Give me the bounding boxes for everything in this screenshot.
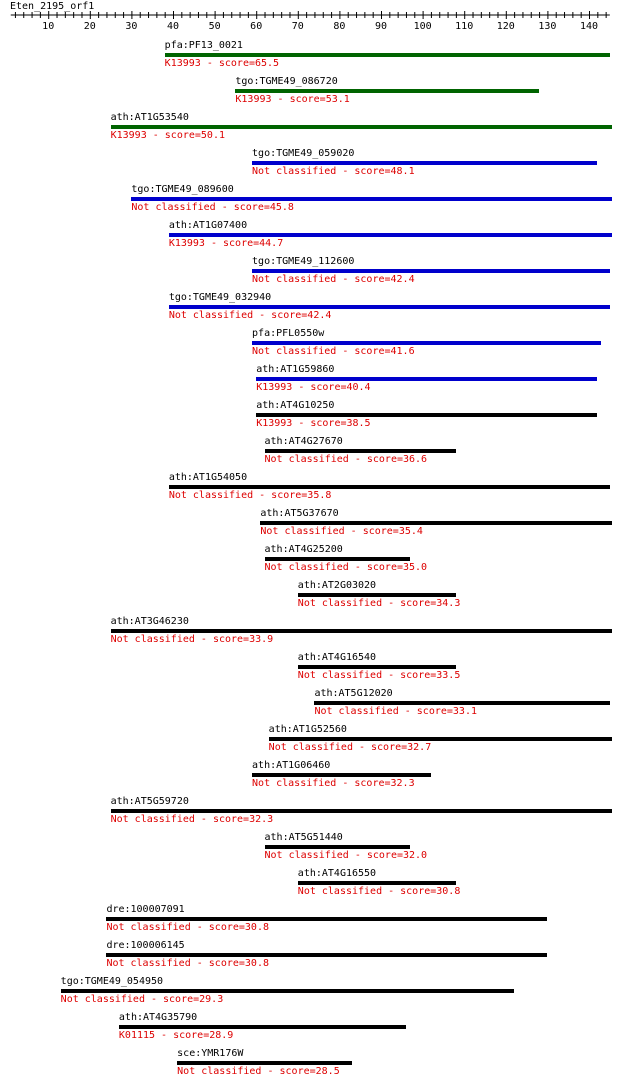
hit-bar[interactable] <box>106 917 547 921</box>
hit-classification-link[interactable]: Not classified - score=32.3 <box>252 778 415 789</box>
hit-bar[interactable] <box>111 809 612 813</box>
query-title: Eten_2195_orf1 <box>10 1 95 12</box>
hit-bar[interactable] <box>61 989 514 993</box>
hit-classification-link[interactable]: Not classified - score=28.5 <box>177 1066 340 1077</box>
hit-classification-link[interactable]: Not classified - score=35.8 <box>168 490 332 501</box>
hit-name-link[interactable]: ath:AT4G16550 <box>297 868 377 879</box>
tick-label: 130 <box>538 21 557 32</box>
tick-label: 10 <box>42 21 55 32</box>
hit-classification-link[interactable]: Not classified - score=42.4 <box>168 310 332 321</box>
hit-name-link[interactable]: pfa:PFL0550w <box>252 328 325 339</box>
hit-classification-link[interactable]: K13993 - score=38.5 <box>256 418 371 429</box>
hit-classification-link[interactable]: K13993 - score=65.5 <box>164 58 280 69</box>
hit-bar[interactable] <box>256 413 597 417</box>
tick-label: 120 <box>496 21 515 32</box>
hit-bar[interactable] <box>252 341 601 345</box>
tick-label: 20 <box>83 21 96 32</box>
tick-label: 40 <box>166 21 180 32</box>
hit-bar[interactable] <box>169 233 612 237</box>
hit-classification-link[interactable]: K13993 - score=53.1 <box>235 94 350 105</box>
hit-bar[interactable] <box>256 377 597 381</box>
hit-name-link[interactable]: ath:AT5G51440 <box>264 832 343 843</box>
tick-label: 60 <box>250 21 263 32</box>
hit-name-link[interactable]: ath:AT4G25200 <box>264 544 343 555</box>
hit-name-link[interactable]: dre:100007091 <box>106 904 185 915</box>
hit-name-link[interactable]: ath:AT4G35790 <box>118 1012 198 1023</box>
hit-name-link[interactable]: tgo:TGME49_112600 <box>252 256 355 267</box>
hit-classification-link[interactable]: Not classified - score=42.4 <box>252 274 415 285</box>
hit-bar[interactable] <box>265 449 456 453</box>
tick-label: 30 <box>125 21 138 32</box>
hit-name-link[interactable]: sce:YMR176W <box>177 1048 244 1059</box>
hit-classification-link[interactable]: Not classified - score=36.6 <box>264 454 428 465</box>
hit-classification-link[interactable]: Not classified - score=30.8 <box>106 922 269 933</box>
hit-classification-link[interactable]: Not classified - score=35.0 <box>264 562 428 573</box>
tick-label: 90 <box>374 21 388 32</box>
hit-classification-link[interactable]: Not classified - score=34.3 <box>297 598 461 609</box>
hit-name-link[interactable]: pfa:PF13_0021 <box>164 40 243 51</box>
hit-name-link[interactable]: tgo:TGME49_054950 <box>60 976 164 987</box>
hit-bar[interactable] <box>298 593 456 597</box>
hit-name-link[interactable]: tgo:TGME49_086720 <box>235 76 338 87</box>
hit-name-link[interactable]: ath:AT5G59720 <box>110 796 189 807</box>
hit-bar[interactable] <box>265 845 411 849</box>
hit-classification-link[interactable]: K01115 - score=28.9 <box>118 1030 234 1041</box>
hit-name-link[interactable]: ath:AT1G53540 <box>110 112 189 123</box>
hit-name-link[interactable]: ath:AT1G59860 <box>256 364 335 375</box>
hit-name-link[interactable]: ath:AT3G46230 <box>110 616 189 627</box>
tick-label: 110 <box>455 21 474 32</box>
hit-classification-link[interactable]: Not classified - score=33.9 <box>110 634 274 645</box>
hit-classification-link[interactable]: Not classified - score=45.8 <box>131 202 294 213</box>
hit-bar[interactable] <box>177 1061 352 1065</box>
tick-label: 50 <box>208 21 221 32</box>
hit-name-link[interactable]: ath:AT1G52560 <box>268 724 347 735</box>
hit-name-link[interactable]: tgo:TGME49_089600 <box>131 184 234 195</box>
hit-name-link[interactable]: ath:AT1G06460 <box>252 760 331 771</box>
hit-classification-link[interactable]: Not classified - score=32.7 <box>268 742 432 753</box>
hit-bar[interactable] <box>131 197 612 201</box>
hit-bar[interactable] <box>169 305 610 309</box>
tick-label: 80 <box>333 21 346 32</box>
hit-name-link[interactable]: ath:AT2G03020 <box>297 580 377 591</box>
hit-classification-link[interactable]: Not classified - score=29.3 <box>60 994 224 1005</box>
tick-label: 100 <box>413 21 432 32</box>
hit-classification-link[interactable]: K13993 - score=50.1 <box>110 130 225 141</box>
hit-classification-link[interactable]: K13993 - score=44.7 <box>168 238 284 249</box>
hit-name-link[interactable]: ath:AT1G07400 <box>168 220 248 231</box>
hit-bar[interactable] <box>298 665 456 669</box>
hit-name-link[interactable]: ath:AT5G12020 <box>314 688 393 699</box>
hit-classification-link[interactable]: Not classified - score=30.8 <box>106 958 269 969</box>
hit-bar[interactable] <box>252 773 431 777</box>
hit-classification-link[interactable]: Not classified - score=32.3 <box>110 814 274 825</box>
hit-name-link[interactable]: ath:AT4G16540 <box>297 652 377 663</box>
hit-bar[interactable] <box>314 701 609 705</box>
hit-classification-link[interactable]: Not classified - score=30.8 <box>297 886 461 897</box>
hit-name-link[interactable]: dre:100006145 <box>106 940 185 951</box>
hit-classification-link[interactable]: Not classified - score=33.5 <box>297 670 461 681</box>
hit-name-link[interactable]: tgo:TGME49_032940 <box>168 292 272 303</box>
hit-bar[interactable] <box>260 521 612 525</box>
tick-label: 70 <box>291 21 304 32</box>
hit-name-link[interactable]: ath:AT5G37670 <box>260 508 339 519</box>
hit-name-link[interactable]: ath:AT4G27670 <box>264 436 343 447</box>
hit-classification-link[interactable]: K13993 - score=40.4 <box>256 382 371 393</box>
hit-bar[interactable] <box>111 629 612 633</box>
hit-classification-link[interactable]: Not classified - score=48.1 <box>252 166 415 177</box>
hit-name-link[interactable]: tgo:TGME49_059020 <box>252 148 355 159</box>
hit-bar[interactable] <box>165 53 610 57</box>
hit-bar[interactable] <box>235 89 539 93</box>
hit-classification-link[interactable]: Not classified - score=41.6 <box>252 346 415 357</box>
hit-bar[interactable] <box>119 1025 406 1029</box>
hit-bar[interactable] <box>269 737 612 741</box>
hit-bar[interactable] <box>252 161 597 165</box>
hit-bar[interactable] <box>265 557 411 561</box>
hit-bar[interactable] <box>106 953 547 957</box>
hit-name-link[interactable]: ath:AT4G10250 <box>256 400 335 411</box>
hit-name-link[interactable]: ath:AT1G54050 <box>168 472 248 483</box>
hit-bar[interactable] <box>111 125 612 129</box>
tick-label: 140 <box>579 21 599 32</box>
hit-classification-link[interactable]: Not classified - score=33.1 <box>314 706 477 717</box>
hit-bar[interactable] <box>252 269 610 273</box>
hit-bar[interactable] <box>169 485 610 489</box>
hit-classification-link[interactable]: Not classified - score=32.0 <box>264 850 428 861</box>
hit-classification-link[interactable]: Not classified - score=35.4 <box>260 526 423 537</box>
hit-bar[interactable] <box>298 881 456 885</box>
